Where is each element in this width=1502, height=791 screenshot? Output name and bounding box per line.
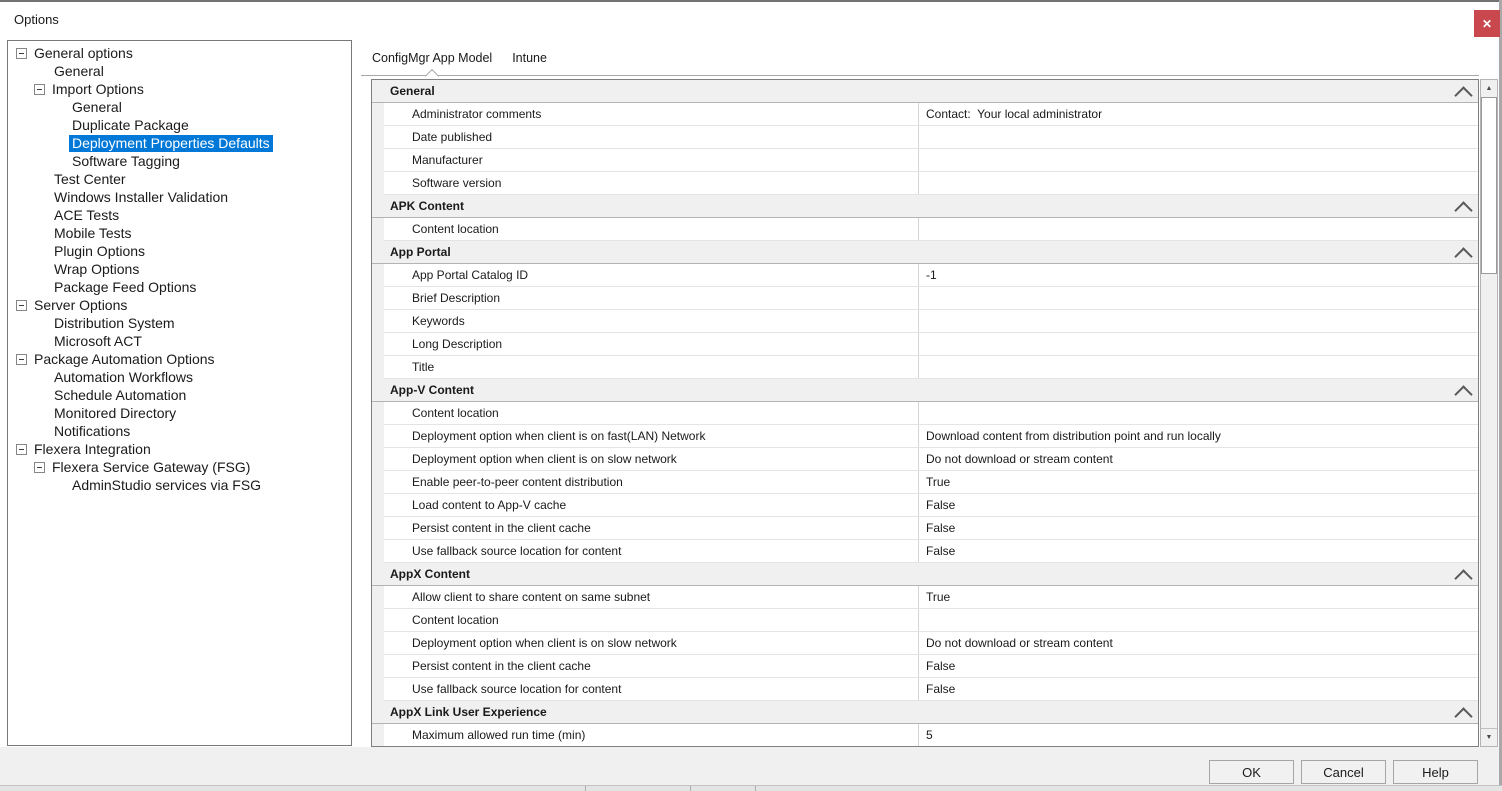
grid-gutter xyxy=(372,80,384,746)
tree-item-label: Import Options xyxy=(52,80,144,97)
grid-row-content-location[interactable] xyxy=(384,609,1478,632)
tree-item-label: Notifications xyxy=(54,422,131,439)
property-value[interactable]: False xyxy=(918,517,1478,539)
property-name: Deployment option when client is on fast(LAN) Network xyxy=(412,429,706,443)
tree-item-label: General xyxy=(72,98,122,115)
property-name: Maximum allowed run time (min) xyxy=(412,728,586,742)
section-title: AppX Link User Experience xyxy=(390,705,547,719)
property-value[interactable] xyxy=(918,356,1478,378)
section-header-apk-content[interactable] xyxy=(372,195,1478,218)
property-value[interactable]: -1 xyxy=(918,264,1478,286)
grid-row-use-fallback-source-location-for-content[interactable] xyxy=(384,540,1478,563)
collapse-chevron-icon[interactable] xyxy=(1454,385,1472,403)
property-name: Manufacturer xyxy=(412,153,483,167)
tree-item-label: Deployment Properties Defaults xyxy=(69,135,273,152)
tree-item-label: Package Automation Options xyxy=(34,350,215,367)
property-value[interactable]: False xyxy=(918,655,1478,677)
section-title: APK Content xyxy=(390,199,464,213)
statusbar-divider xyxy=(755,786,756,791)
tree-item-notifications[interactable] xyxy=(8,422,351,440)
help-button[interactable]: Help xyxy=(1393,760,1478,784)
property-value[interactable] xyxy=(918,333,1478,355)
property-value[interactable]: False xyxy=(918,678,1478,700)
tree-item-microsoft-act[interactable] xyxy=(8,332,351,350)
minus-expander-icon[interactable] xyxy=(16,444,27,455)
grid-row-enable-peer-to-peer-content-distribution[interactable] xyxy=(384,471,1478,494)
property-name: Persist content in the client cache xyxy=(412,521,591,535)
scroll-down-button[interactable] xyxy=(1481,728,1497,746)
tree-item-label: Server Options xyxy=(34,296,128,313)
scroll-down-arrow-icon: ▼ xyxy=(1485,734,1493,741)
minus-expander-icon[interactable] xyxy=(34,462,45,473)
property-name: Enable peer-to-peer content distribution xyxy=(412,475,623,489)
property-value[interactable] xyxy=(918,287,1478,309)
tree-item-label: Test Center xyxy=(54,170,126,187)
close-button[interactable] xyxy=(1474,10,1500,37)
grid-row-software-version[interactable] xyxy=(384,172,1478,195)
property-value[interactable]: False xyxy=(918,540,1478,562)
tree-item-monitored-directory[interactable] xyxy=(8,404,351,422)
property-name: Keywords xyxy=(412,314,465,328)
ok-button[interactable]: OK xyxy=(1209,760,1294,784)
property-value[interactable]: 5 xyxy=(918,724,1478,746)
section-title: General xyxy=(390,84,435,98)
tree-item-label: AdminStudio services via FSG xyxy=(72,476,262,493)
tree-item-test-center[interactable] xyxy=(8,170,351,188)
tree-item-general-options[interactable] xyxy=(8,44,351,62)
tree-item-label: Package Feed Options xyxy=(54,278,197,295)
tree-item-import-options[interactable] xyxy=(8,80,351,98)
tree-item-package-automation-options[interactable] xyxy=(8,350,351,368)
close-icon: ✕ xyxy=(1481,16,1493,31)
tree-item-label: General options xyxy=(34,44,133,61)
collapse-chevron-icon[interactable] xyxy=(1454,247,1472,265)
property-value[interactable]: Do not download or stream content xyxy=(918,632,1478,654)
property-name: Deployment option when client is on slow network xyxy=(412,636,677,650)
tree-item-label: Flexera Integration xyxy=(34,440,151,457)
background-app-statusbar xyxy=(0,785,1502,791)
property-grid xyxy=(371,79,1479,747)
dialog-buttons xyxy=(1209,760,1478,784)
minus-expander-icon[interactable] xyxy=(34,84,45,95)
property-name: Content location xyxy=(412,613,499,627)
tree-item-general[interactable] xyxy=(8,98,351,116)
grid-row-deployment-option-when-client-is-on-slow-network[interactable] xyxy=(384,632,1478,655)
property-name: Brief Description xyxy=(412,291,501,305)
tree-item-label: Schedule Automation xyxy=(54,386,187,403)
grid-row-date-published[interactable] xyxy=(384,126,1478,149)
property-value[interactable]: Do not download or stream content xyxy=(918,448,1478,470)
tree-item-label: Distribution System xyxy=(54,314,175,331)
property-name: Use fallback source location for content xyxy=(412,682,622,696)
section-header-general[interactable] xyxy=(372,80,1478,103)
property-name: Load content to App-V cache xyxy=(412,498,567,512)
section-title: AppX Content xyxy=(390,567,470,581)
grid-row-long-description[interactable] xyxy=(384,333,1478,356)
property-value[interactable] xyxy=(918,218,1478,240)
property-name: Content location xyxy=(412,222,499,236)
section-header-app-v-content[interactable] xyxy=(372,379,1478,402)
grid-row-use-fallback-source-location-for-content[interactable] xyxy=(384,678,1478,701)
collapse-chevron-icon[interactable] xyxy=(1454,707,1472,725)
tree-item-label: Mobile Tests xyxy=(54,224,132,241)
tree-item-label: Duplicate Package xyxy=(72,116,189,133)
vertical-scrollbar[interactable] xyxy=(1480,79,1498,747)
grid-row-content-location[interactable] xyxy=(384,402,1478,425)
property-name: Long Description xyxy=(412,337,503,351)
tree-item-schedule-automation[interactable] xyxy=(8,386,351,404)
options-tree xyxy=(7,40,352,746)
collapse-chevron-icon[interactable] xyxy=(1454,86,1472,104)
property-value[interactable]: Contact: Your local administrator xyxy=(918,103,1478,125)
tree-item-label: ACE Tests xyxy=(54,206,120,223)
tree-item-duplicate-package[interactable] xyxy=(8,116,351,134)
section-header-appx-content[interactable] xyxy=(372,563,1478,586)
collapse-chevron-icon[interactable] xyxy=(1454,569,1472,587)
tree-item-mobile-tests[interactable] xyxy=(8,224,351,242)
property-name: Deployment option when client is on slow network xyxy=(412,452,677,466)
tree-item-label: Microsoft ACT xyxy=(54,332,142,349)
section-title: App-V Content xyxy=(390,383,474,397)
section-header-app-portal[interactable] xyxy=(372,241,1478,264)
tree-item-automation-workflows[interactable] xyxy=(8,368,351,386)
section-header-appx-link-user-experience[interactable] xyxy=(372,701,1478,724)
tree-item-label: Flexera Service Gateway (FSG) xyxy=(52,458,251,475)
property-name: Allow client to share content on same subnet xyxy=(412,590,651,604)
property-value[interactable] xyxy=(918,609,1478,631)
property-name: Software version xyxy=(412,176,502,190)
tree-item-general[interactable] xyxy=(8,62,351,80)
grid-row-deployment-option-when-client-is-on-fast-lan-network[interactable] xyxy=(384,425,1478,448)
grid-row-title[interactable] xyxy=(384,356,1478,379)
grid-row-content-location[interactable] xyxy=(384,218,1478,241)
dialog-title: Options xyxy=(14,12,59,27)
tree-item-adminstudio-services-via-fsg[interactable] xyxy=(8,476,351,494)
tab-bar xyxy=(361,40,1479,76)
property-name: Date published xyxy=(412,130,493,144)
tree-item-label: Wrap Options xyxy=(54,260,140,277)
tree-item-package-feed-options[interactable] xyxy=(8,278,351,296)
property-name: Title xyxy=(412,360,435,374)
minus-expander-icon[interactable] xyxy=(16,48,27,59)
property-value[interactable] xyxy=(918,172,1478,194)
dialog-titlebar[interactable] xyxy=(0,2,1499,40)
grid-row-app-portal-catalog-id[interactable] xyxy=(384,264,1478,287)
grid-row-allow-client-to-share-content-on-same-subnet[interactable] xyxy=(384,586,1478,609)
property-value[interactable]: True xyxy=(918,586,1478,608)
property-grid-body xyxy=(384,80,1478,747)
property-value[interactable] xyxy=(918,126,1478,148)
property-value[interactable]: True xyxy=(918,471,1478,493)
grid-row-persist-content-in-the-client-cache[interactable] xyxy=(384,517,1478,540)
grid-row-keywords[interactable] xyxy=(384,310,1478,333)
grid-row-load-content-to-app-v-cache[interactable] xyxy=(384,494,1478,517)
tab-configmgr-app-model[interactable]: ConfigMgr App Model xyxy=(362,40,502,75)
tree-item-label: Plugin Options xyxy=(54,242,146,259)
property-name: App Portal Catalog ID xyxy=(412,268,529,282)
collapse-chevron-icon[interactable] xyxy=(1454,201,1472,219)
tree-item-distribution-system[interactable] xyxy=(8,314,351,332)
tree-item-software-tagging[interactable] xyxy=(8,152,351,170)
tree-item-label: Automation Workflows xyxy=(54,368,194,385)
tab-intune[interactable]: Intune xyxy=(512,50,547,65)
statusbar-divider xyxy=(585,786,586,791)
property-value[interactable] xyxy=(918,310,1478,332)
tree-item-server-options[interactable] xyxy=(8,296,351,314)
scrollbar-thumb[interactable] xyxy=(1481,97,1497,274)
grid-row-deployment-option-when-client-is-on-slow-network[interactable] xyxy=(384,448,1478,471)
property-name: Administrator comments xyxy=(412,107,542,121)
property-value[interactable]: Download content from distribution point and run locally xyxy=(918,425,1478,447)
section-title: App Portal xyxy=(390,245,451,259)
grid-row-administrator-comments[interactable] xyxy=(384,103,1478,126)
property-name: Use fallback source location for content xyxy=(412,544,622,558)
scroll-up-arrow-icon: ▲ xyxy=(1485,85,1493,92)
tree-item-label: Software Tagging xyxy=(72,152,180,169)
property-name: Persist content in the client cache xyxy=(412,659,591,673)
tree-item-windows-installer-validation[interactable] xyxy=(8,188,351,206)
property-value[interactable]: False xyxy=(918,494,1478,516)
property-name: Content location xyxy=(412,406,499,420)
grid-row-manufacturer[interactable] xyxy=(384,149,1478,172)
dialog-footer xyxy=(0,747,1499,785)
tree-item-wrap-options[interactable] xyxy=(8,260,351,278)
minus-expander-icon[interactable] xyxy=(16,354,27,365)
cancel-button[interactable]: Cancel xyxy=(1301,760,1386,784)
grid-row-maximum-allowed-run-time-min[interactable] xyxy=(384,724,1478,747)
grid-row-brief-description[interactable] xyxy=(384,287,1478,310)
tree-item-label: Windows Installer Validation xyxy=(54,188,229,205)
scroll-up-button[interactable] xyxy=(1481,80,1497,98)
tree-item-label: Monitored Directory xyxy=(54,404,177,421)
tree-item-flexera-service-gateway-fsg[interactable] xyxy=(8,458,351,476)
tree-item-label: General xyxy=(54,62,104,79)
property-value[interactable] xyxy=(918,402,1478,424)
minus-expander-icon[interactable] xyxy=(16,300,27,311)
tree-item-deployment-properties-defaults[interactable] xyxy=(8,134,351,152)
statusbar-divider xyxy=(690,786,691,791)
tree-item-ace-tests[interactable] xyxy=(8,206,351,224)
property-value[interactable] xyxy=(918,149,1478,171)
tree-item-plugin-options[interactable] xyxy=(8,242,351,260)
grid-row-persist-content-in-the-client-cache[interactable] xyxy=(384,655,1478,678)
tree-item-flexera-integration[interactable] xyxy=(8,440,351,458)
